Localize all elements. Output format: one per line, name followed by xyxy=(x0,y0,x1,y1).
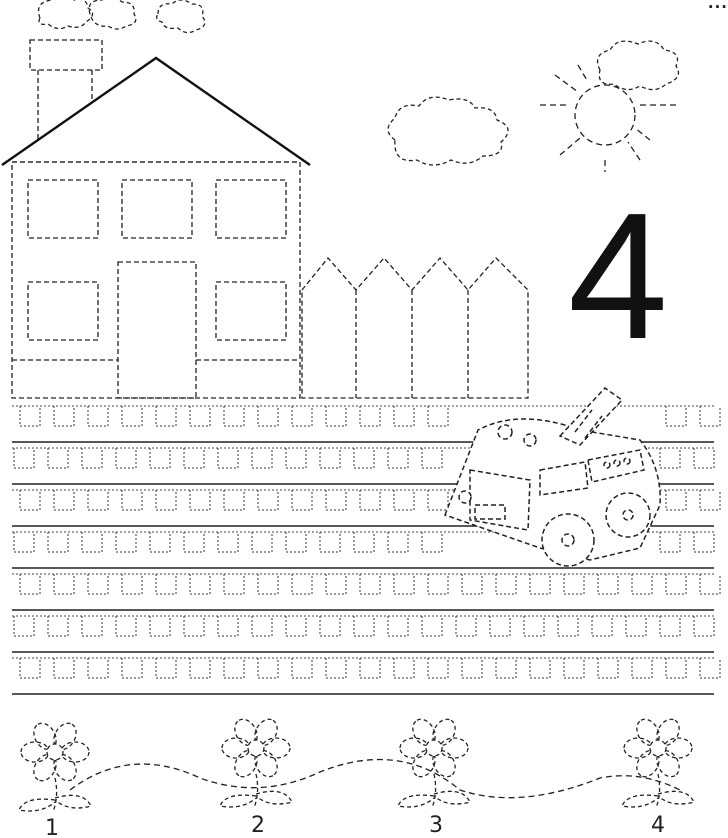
brick-mark xyxy=(292,490,312,510)
brick-mark xyxy=(116,532,136,552)
brick-mark xyxy=(632,658,652,678)
window xyxy=(28,180,98,238)
brick-mark xyxy=(592,616,612,636)
brick-mark xyxy=(224,574,244,594)
brick-mark xyxy=(292,574,312,594)
brick-mark xyxy=(20,406,40,426)
brick-mark xyxy=(496,574,516,594)
brick-mark xyxy=(88,574,108,594)
flower-label-2: 2 xyxy=(251,813,265,838)
brick-mark xyxy=(20,574,40,594)
brick-mark xyxy=(428,490,448,510)
brick-mark xyxy=(252,616,272,636)
brick-mark xyxy=(184,532,204,552)
brick-mark xyxy=(360,406,380,426)
brick-mark xyxy=(190,574,210,594)
fence xyxy=(302,258,528,398)
cloud-icon xyxy=(89,0,136,29)
brick-mark xyxy=(626,616,646,636)
flower-icon xyxy=(220,715,292,808)
brick-mark xyxy=(150,448,170,468)
brick-mark xyxy=(428,658,448,678)
brick-mark xyxy=(360,574,380,594)
chimney xyxy=(30,40,102,70)
brick-mark xyxy=(14,448,34,468)
brick-mark xyxy=(286,448,306,468)
brick-mark xyxy=(156,658,176,678)
brick-mark xyxy=(88,406,108,426)
window xyxy=(122,180,192,238)
brick-mark xyxy=(82,532,102,552)
brick-mark xyxy=(258,574,278,594)
brick-mark xyxy=(292,658,312,678)
flower-label-1: 1 xyxy=(45,816,59,838)
brick-mark xyxy=(292,406,312,426)
cropped-header-text: ... xyxy=(707,0,728,12)
brick-mark xyxy=(354,448,374,468)
brick-mark xyxy=(354,532,374,552)
brick-mark xyxy=(326,574,346,594)
brick-mark xyxy=(156,574,176,594)
brick-mark xyxy=(422,448,442,468)
brick-mark xyxy=(428,574,448,594)
brick-mark xyxy=(530,658,550,678)
brick-mark xyxy=(530,574,550,594)
brick-mark xyxy=(14,532,34,552)
brick-mark xyxy=(694,532,714,552)
house xyxy=(2,40,310,398)
brick-mark xyxy=(286,532,306,552)
brick-mark xyxy=(184,448,204,468)
brick-mark xyxy=(320,616,340,636)
brick-mark xyxy=(286,616,306,636)
brick-mark xyxy=(462,574,482,594)
brick-mark xyxy=(422,532,442,552)
clouds-right xyxy=(388,41,678,165)
brick-mark xyxy=(564,658,584,678)
brick-mark xyxy=(700,574,720,594)
flower-icon xyxy=(622,715,694,808)
brick-mark xyxy=(224,406,244,426)
brick-mark xyxy=(394,658,414,678)
brick-mark xyxy=(122,406,142,426)
brick-mark xyxy=(456,616,476,636)
brick-mark xyxy=(326,658,346,678)
brick-mark xyxy=(184,616,204,636)
brick-mark xyxy=(394,490,414,510)
brick-mark xyxy=(150,616,170,636)
brick-mark xyxy=(660,616,680,636)
brick-mark xyxy=(116,448,136,468)
brick-mark xyxy=(496,658,516,678)
cloud-icon xyxy=(388,97,508,165)
brick-mark xyxy=(82,448,102,468)
brick-mark xyxy=(190,406,210,426)
brick-mark xyxy=(666,406,686,426)
top-clouds xyxy=(39,0,205,33)
brick-mark xyxy=(252,448,272,468)
brick-mark xyxy=(150,532,170,552)
flower-label-3: 3 xyxy=(429,813,443,838)
brick-mark xyxy=(694,448,714,468)
brick-mark xyxy=(326,490,346,510)
brick-mark xyxy=(700,490,720,510)
brick-mark xyxy=(258,658,278,678)
door xyxy=(118,262,196,398)
brick-mark xyxy=(660,448,680,468)
brick-mark xyxy=(48,616,68,636)
brick-mark xyxy=(190,658,210,678)
brick-mark xyxy=(388,616,408,636)
flower-icon xyxy=(398,715,470,808)
flower-icon xyxy=(19,719,91,812)
brick-mark xyxy=(700,658,720,678)
brick-mark xyxy=(320,448,340,468)
brick-mark xyxy=(598,574,618,594)
brick-mark xyxy=(116,616,136,636)
brick-mark xyxy=(224,658,244,678)
cloud-icon xyxy=(598,41,679,89)
brick-mark xyxy=(354,616,374,636)
fire-truck-icon xyxy=(445,388,660,566)
brick-mark xyxy=(598,658,618,678)
brick-mark xyxy=(258,490,278,510)
brick-mark xyxy=(156,406,176,426)
brick-mark xyxy=(422,616,442,636)
cloud-icon xyxy=(157,0,205,33)
flower-label-4: 4 xyxy=(651,813,665,838)
brick-mark xyxy=(666,490,686,510)
brick-mark xyxy=(218,448,238,468)
house-wall xyxy=(12,162,300,398)
brick-mark xyxy=(700,406,720,426)
brick-mark xyxy=(190,490,210,510)
brick-mark xyxy=(48,532,68,552)
brick-mark xyxy=(660,532,680,552)
brick-mark xyxy=(88,658,108,678)
brick-mark xyxy=(524,616,544,636)
brick-mark xyxy=(48,448,68,468)
brick-mark xyxy=(122,574,142,594)
brick-mark xyxy=(666,574,686,594)
brick-mark xyxy=(388,532,408,552)
window xyxy=(28,282,98,340)
brick-mark xyxy=(490,616,510,636)
brick-mark xyxy=(20,658,40,678)
brick-mark xyxy=(54,574,74,594)
brick-mark xyxy=(252,532,272,552)
brick-mark xyxy=(54,406,74,426)
brick-mark xyxy=(394,406,414,426)
brick-mark xyxy=(54,658,74,678)
brick-mark xyxy=(156,490,176,510)
brick-mark xyxy=(388,448,408,468)
brick-mark xyxy=(360,490,380,510)
brick-mark xyxy=(20,490,40,510)
window xyxy=(216,180,286,238)
brick-mark xyxy=(82,616,102,636)
window xyxy=(216,282,286,340)
big-numeral-4: 4 xyxy=(567,176,669,377)
house-roof xyxy=(2,58,310,165)
flower-row xyxy=(19,715,694,812)
brick-mark xyxy=(558,616,578,636)
brick-mark xyxy=(122,658,142,678)
cloud-icon xyxy=(39,0,93,29)
brick-mark xyxy=(694,616,714,636)
brick-mark xyxy=(218,532,238,552)
brick-mark xyxy=(394,574,414,594)
brick-mark xyxy=(428,406,448,426)
brick-mark xyxy=(218,616,238,636)
brick-mark xyxy=(258,406,278,426)
brick-mark xyxy=(564,574,584,594)
brick-mark xyxy=(320,532,340,552)
brick-mark xyxy=(14,616,34,636)
brick-mark xyxy=(360,658,380,678)
brick-mark xyxy=(326,406,346,426)
brick-mark xyxy=(632,574,652,594)
brick-mark xyxy=(666,658,686,678)
brick-mark xyxy=(462,658,482,678)
brick-mark xyxy=(88,490,108,510)
brick-mark xyxy=(224,490,244,510)
tracing-wave xyxy=(70,760,680,798)
brick-mark xyxy=(54,490,74,510)
brick-mark xyxy=(122,490,142,510)
